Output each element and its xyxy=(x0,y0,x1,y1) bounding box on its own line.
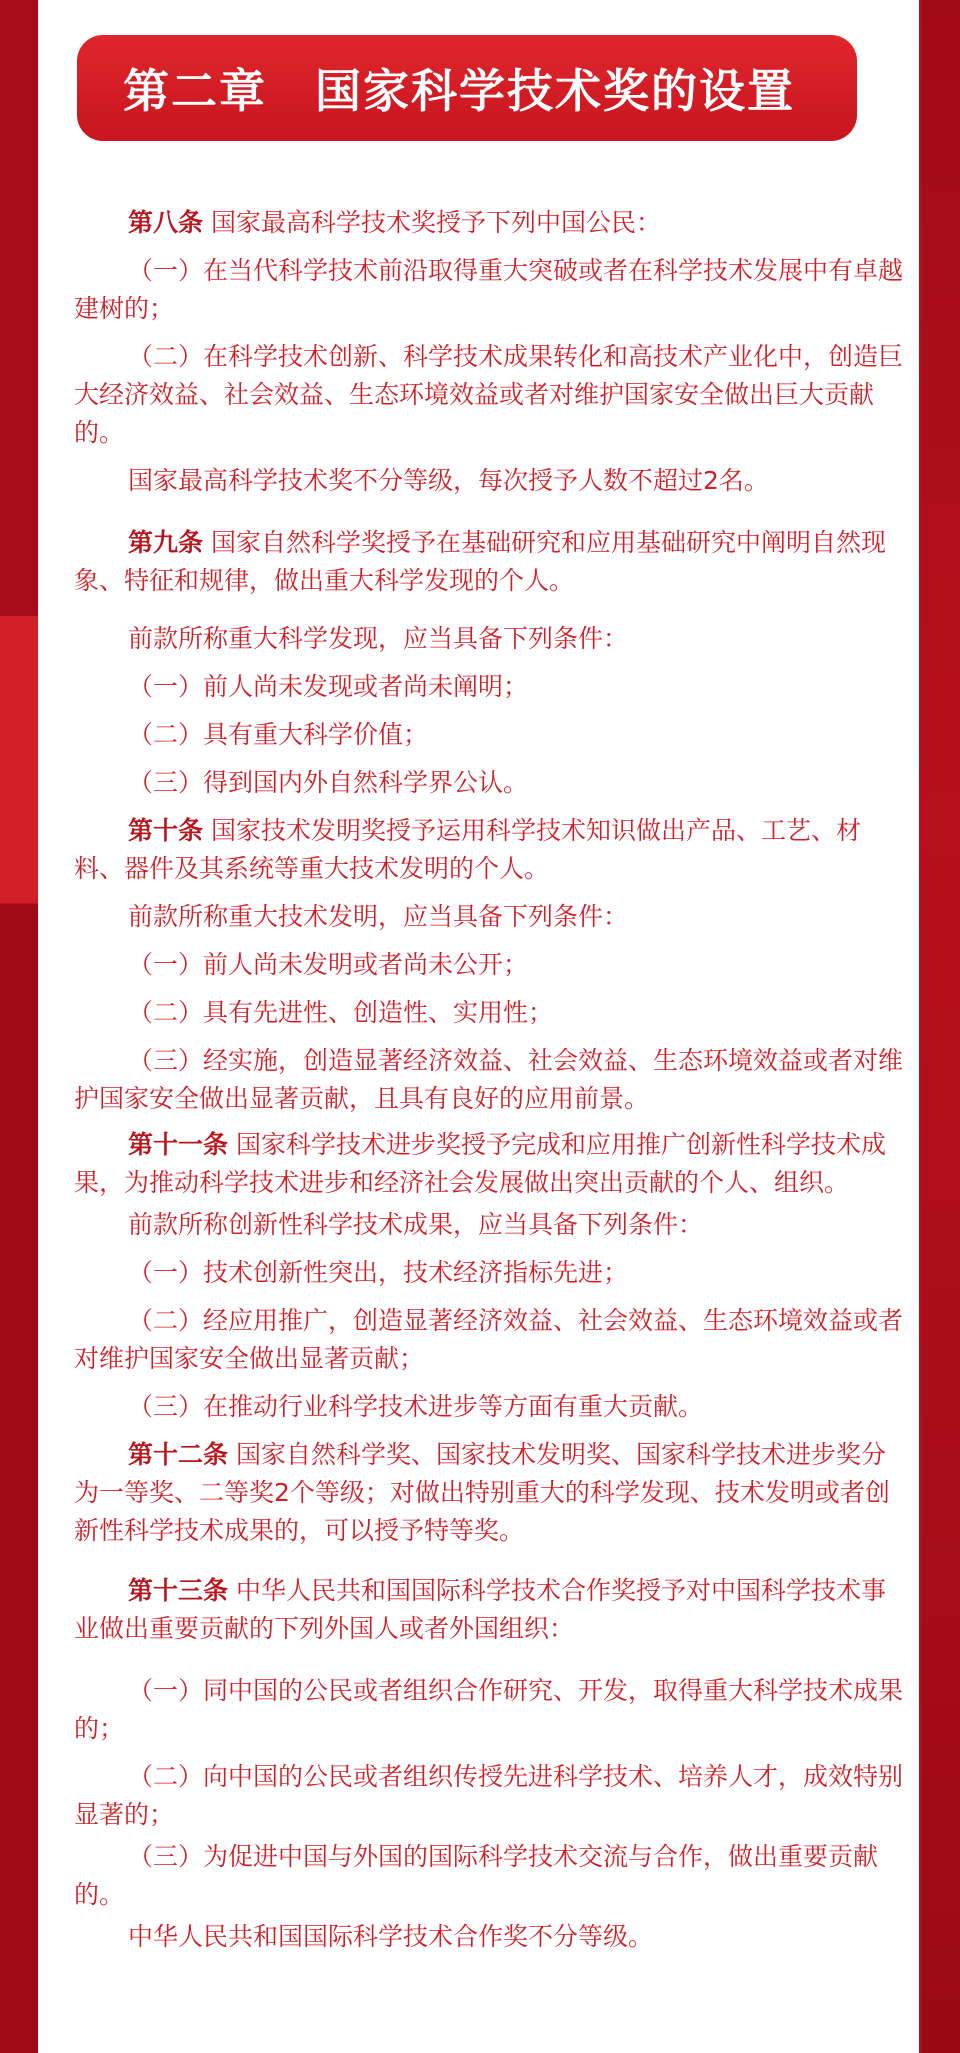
paragraph-text: （一）技术创新性突出，技术经济指标先进； xyxy=(128,1258,629,1287)
right-decorative-band xyxy=(922,0,960,2053)
clause-paragraph xyxy=(74,1838,904,1914)
clause-paragraph xyxy=(74,1042,904,1118)
clause-paragraph xyxy=(74,946,904,984)
paragraph-text: 国家技术发明奖授予运用科学技术知识做出产品、工艺、材料、器件及其系统等重大技术发明的个人。 xyxy=(74,816,861,883)
article-number: 第十三条 xyxy=(128,1576,229,1605)
paragraph-text: （二）具有重大科学价值； xyxy=(128,720,429,749)
paragraph-text: 中华人民共和国国际科学技术合作奖授予对中国科学技术事业做出重要贡献的下列外国人或者外国组织： xyxy=(74,1576,886,1643)
article-paragraph xyxy=(74,1436,904,1550)
article-number: 第八条 xyxy=(128,208,204,237)
clause-paragraph xyxy=(74,1206,904,1244)
paragraph-text: 国家最高科学技术奖不分等级，每次授予人数不超过2名。 xyxy=(128,466,769,495)
article-number: 第十二条 xyxy=(128,1440,229,1469)
clause-paragraph xyxy=(74,1302,904,1378)
article-paragraph xyxy=(74,1126,904,1202)
paragraph-text: （二）向中国的公民或者组织传授先进科学技术、培养人才，成效特别显著的； xyxy=(74,1762,904,1829)
paragraph-text: （一）前人尚未发现或者尚未阐明； xyxy=(128,672,529,701)
clause-paragraph xyxy=(74,1672,904,1748)
paragraph-text: （三）得到国内外自然科学界公认。 xyxy=(128,768,529,797)
left-decorative-band xyxy=(0,0,38,2053)
paragraph-text: 前款所称创新性科学技术成果，应当具备下列条件： xyxy=(128,1210,704,1239)
paragraph-text: 中华人民共和国国际科学技术合作奖不分等级。 xyxy=(128,1922,654,1951)
paragraph-text: （二）在科学技术创新、科学技术成果转化和高技术产业化中，创造巨大经济效益、社会效益、生态环境效益或者对维护国家安全做出巨大贡献的。 xyxy=(74,342,904,447)
clause-paragraph xyxy=(74,668,904,706)
paragraph-text: 前款所称重大技术发明，应当具备下列条件： xyxy=(128,902,629,931)
clause-paragraph xyxy=(74,1758,904,1834)
clause-paragraph xyxy=(74,338,904,452)
document-panel xyxy=(38,0,919,2053)
clause-paragraph xyxy=(74,620,904,658)
clause-paragraph xyxy=(74,716,904,754)
paragraph-text: （一）在当代科学技术前沿取得重大突破或者在科学技术发展中有卓越建树的； xyxy=(74,256,904,323)
paragraph-text: 国家自然科学奖授予在基础研究和应用基础研究中阐明自然现象、特征和规律，做出重大科学发现的个人。 xyxy=(74,528,886,595)
article-paragraph xyxy=(74,812,904,888)
paragraph-text: 国家科学技术进步奖授予完成和应用推广创新性科学技术成果，为推动科学技术进步和经济社会发展做出突出贡献的个人、组织。 xyxy=(74,1130,886,1197)
paragraph-text: 国家自然科学奖、国家技术发明奖、国家科学技术进步奖分为一等奖、二等奖2个等级；对做出特别重大的科学发现、技术发明或者创新性科学技术成果的，可以授予特等奖。 xyxy=(74,1440,890,1545)
clause-paragraph xyxy=(74,898,904,936)
paragraph-text: （三）在推动行业科学技术进步等方面有重大贡献。 xyxy=(128,1392,704,1421)
paragraph-text: （三）为促进中国与外国的国际科学技术交流与合作，做出重要贡献的。 xyxy=(74,1842,879,1909)
paragraph-text: （一）同中国的公民或者组织合作研究、开发，取得重大科学技术成果的； xyxy=(74,1676,904,1743)
clause-paragraph xyxy=(74,462,904,500)
paragraph-text: 前款所称重大科学发现，应当具备下列条件： xyxy=(128,624,629,653)
article-paragraph xyxy=(74,524,904,600)
paragraph-text: （二）经应用推广，创造显著经济效益、社会效益、生态环境效益或者对维护国家安全做出显著贡献； xyxy=(74,1306,904,1373)
paragraph-text: （三）经实施，创造显著经济效益、社会效益、生态环境效益或者对维护国家安全做出显著贡献，且具有良好的应用前景。 xyxy=(74,1046,904,1113)
article-body xyxy=(74,204,904,1956)
chapter-title-banner: 第二章 国家科学技术奖的设置 xyxy=(77,35,857,141)
clause-paragraph xyxy=(74,1254,904,1292)
article-number: 第十条 xyxy=(128,816,204,845)
clause-paragraph xyxy=(74,252,904,328)
article-paragraph xyxy=(74,1572,904,1648)
article-paragraph xyxy=(74,204,904,242)
clause-paragraph xyxy=(74,994,904,1032)
clause-paragraph xyxy=(74,764,904,802)
clause-paragraph xyxy=(74,1388,904,1426)
paragraph-text: 国家最高科学技术奖授予下列中国公民： xyxy=(203,208,661,237)
article-number: 第九条 xyxy=(128,528,204,557)
paragraph-text: （二）具有先进性、创造性、实用性； xyxy=(128,998,554,1027)
clause-paragraph xyxy=(74,1918,904,1956)
paragraph-text: （一）前人尚未发明或者尚未公开； xyxy=(128,950,529,979)
article-number: 第十一条 xyxy=(128,1130,229,1159)
